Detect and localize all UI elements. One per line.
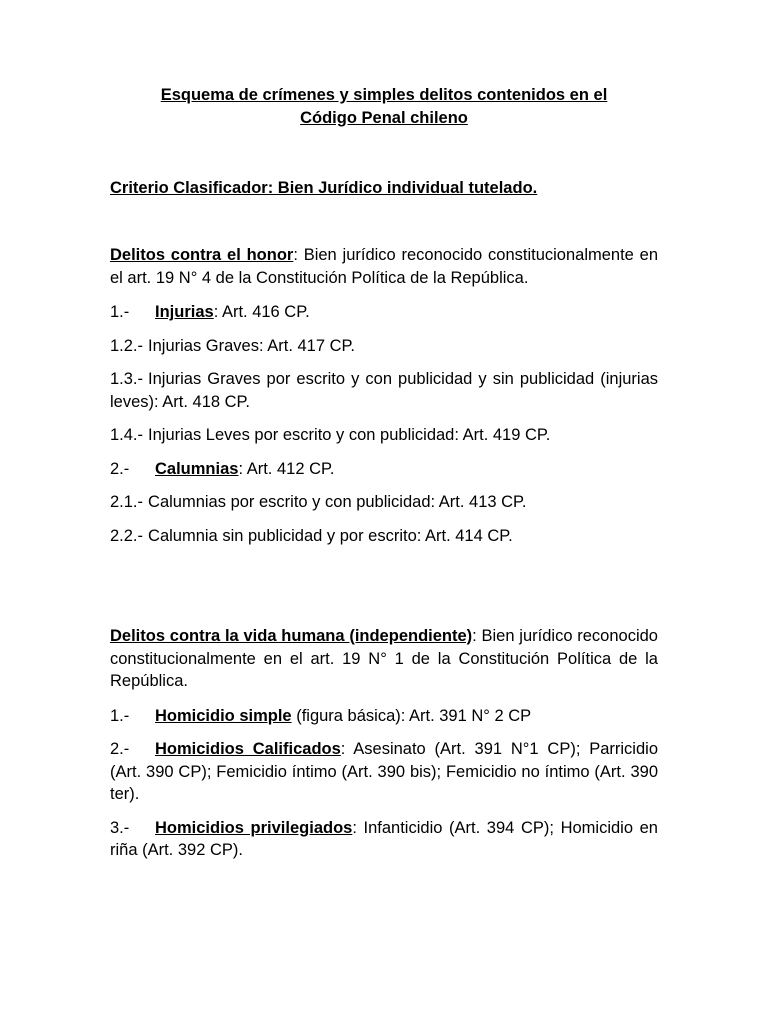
item-text: Injurias Graves: Art. 417 CP. [148,336,355,355]
item-label: Homicidios Calificados [155,740,341,758]
list-item [110,424,658,447]
item-number: 1.4.- [110,426,144,444]
section-honor-intro [110,244,658,289]
list-item [110,458,658,481]
item-text: : Art. 416 CP. [213,303,310,321]
document-page [110,84,658,859]
section-vida-heading: Delitos contra la vida humana (independiente) [110,627,473,645]
item-text: : Art. 412 CP. [238,459,335,478]
document-title-line-1: Esquema de crímenes y simples delitos contenidos en el [160,86,608,104]
list-item [110,335,658,358]
item-number: 2.- [110,459,130,478]
item-text: Calumnia sin publicidad y por escrito: Art. 414 CP. [148,526,513,545]
item-number: 2.2.- [110,526,144,545]
item-number: 1.2.- [110,336,144,355]
item-number: 3.- [110,818,130,837]
list-item [110,491,658,514]
item-label: Calumnias [155,459,239,478]
classification-criterion: Criterio Clasificador: Bien Jurídico individual tutelado. [110,179,538,197]
section-honor [110,244,658,547]
item-text: : Infanticidio (Art. 394 CP); Homicidio en riña (Art. 392 CP). [110,818,658,859]
item-text: Calumnias por escrito y con publicidad: Art. 413 CP. [148,493,527,511]
list-item [110,301,658,324]
item-number: 2.1.- [110,493,144,511]
item-label: Injurias [155,303,214,321]
section-honor-heading: Delitos contra el honor [110,246,294,264]
list-item [110,368,658,413]
section-vida [110,625,658,862]
section-vida-intro [110,625,658,693]
item-number: 1.3.- [110,370,144,388]
section-honor-intro-text: : Bien jurídico reconocido constitucionalmente en el art. 19 N° 4 de la Constitución Política de la República. [110,246,658,287]
item-text: Injurias Leves por escrito y con publicidad: Art. 419 CP. [148,426,551,444]
item-number: 1.- [110,706,130,725]
item-label: Homicidios privilegiados [155,818,353,837]
item-label: Homicidio simple [155,706,292,725]
item-text: : Asesinato (Art. 391 N°1 CP); Parricidio (Art. 390 CP); Femicidio íntimo (Art. 390 bis); Femicidio no íntimo (Art. 390 ter). [110,740,658,803]
list-item [110,738,658,806]
item-text: Injurias Graves por escrito y con publicidad y sin publicidad (injurias leves): Art. 418 CP. [110,370,658,411]
document-title [110,84,658,130]
item-number: 2.- [110,740,130,758]
section-vida-intro-text: : Bien jurídico reconocido constitucionalmente en el art. 19 N° 1 de la Constitución Política de la República. [110,627,658,690]
document-title-line-2: Código Penal chileno [300,109,468,127]
list-item [110,705,658,728]
list-item [110,817,658,862]
item-number: 1.- [110,303,130,321]
item-text: (figura básica): Art. 391 N° 2 CP [291,706,532,725]
list-item [110,525,658,548]
